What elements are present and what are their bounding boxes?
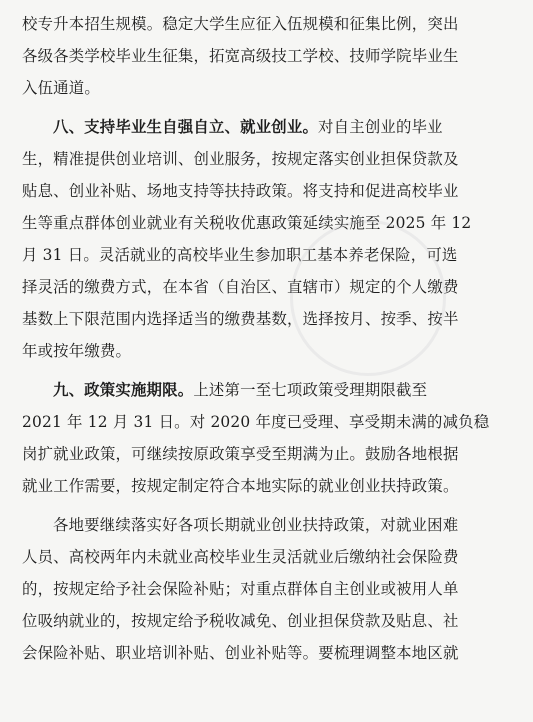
text-line: 择灵活的缴费方式，在本省（自治区、直辖市）规定的个人缴费 [22, 278, 459, 296]
text-line: 人员、高校两年内未就业高校毕业生灵活就业后缴纳社会保险费 [22, 548, 459, 566]
section-8 [22, 111, 511, 367]
closing-first-line: 各地要继续落实好各项长期就业创业扶持政策，对就业困难 [53, 516, 459, 534]
section-9 [22, 374, 511, 502]
text-line: 岗扩就业政策，可继续按原政策享受至期满为止。鼓励各地根据 [22, 445, 459, 463]
text-line: 会保险补贴、职业培训补贴、创业补贴等。要梳理调整本地区就 [22, 644, 459, 662]
text-line: 贴息、创业补贴、场地支持等扶持政策。将支持和促进高校毕业 [22, 182, 459, 200]
section-9-heading: 九、政策实施期限。 [53, 381, 194, 399]
section-9-first-line-text: 上述第一至七项政策受理期限截至 [193, 381, 428, 399]
text-line: 的，按规定给予社会保险补贴；对重点群体自主创业或被用人单 [22, 580, 459, 598]
closing-paragraph [22, 509, 511, 669]
text-line: 各级各类学校毕业生征集，拓宽高级技工学校、技师学院毕业生 [22, 47, 459, 65]
text-line: 2021 年 12 月 31 日。对 2020 年度已受理、享受期未满的减负稳 [22, 413, 490, 431]
section-7-tail [22, 8, 511, 104]
text-line: 生，精准提供创业培训、创业服务，按规定落实创业担保贷款及 [22, 150, 459, 168]
text-line: 年或按年缴费。 [22, 342, 132, 360]
text-line: 位吸纳就业的，按规定给予税收减免、创业担保贷款及贴息、社 [22, 612, 459, 630]
section-8-heading: 八、支持毕业生自强自立、就业创业。 [53, 118, 319, 136]
text-line: 生等重点群体创业就业有关税收优惠政策延续实施至 2025 年 12 [22, 214, 472, 232]
text-line: 入伍通道。 [22, 79, 100, 97]
text-line: 月 31 日。灵活就业的高校毕业生参加职工基本养老保险，可选 [22, 246, 458, 264]
section-8-first-line [22, 111, 511, 143]
text-line: 校专升本招生规模。稳定大学生应征入伍规模和征集比例，突出 [22, 15, 459, 33]
text-line: 就业工作需要，按规定制定符合本地实际的就业创业扶持政策。 [22, 477, 459, 495]
section-9-first-line [22, 374, 511, 406]
text-line: 基数上下限范围内选择适当的缴费基数，选择按月、按季、按半 [22, 310, 459, 328]
section-8-first-line-text: 对自主创业的毕业 [318, 118, 443, 136]
